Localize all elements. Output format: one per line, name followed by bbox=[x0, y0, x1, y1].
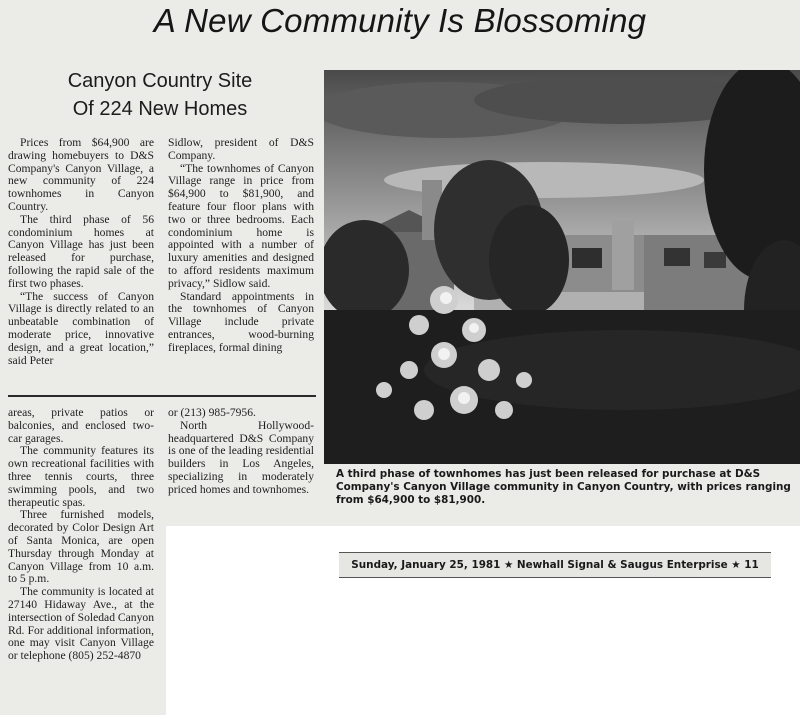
paragraph: Prices from $64,900 are drawing homebuyers to D&S Company's Canyon Village, a new community of 224 townhomes in Canyon Country. bbox=[8, 136, 154, 213]
townhomes-photo bbox=[324, 70, 800, 464]
paragraph: “The townhomes of Canyon Village range in price from $64,900 to $81,900, and feature four floor plans with two or three bedrooms. Each condominium home is appointed with a number of luxury amenities and designed to afford residents maximum privacy,” Sidlow said. bbox=[168, 161, 314, 290]
article-column-1 bbox=[8, 137, 154, 367]
paragraph: Standard appointments in the townhomes of Canyon Village include private entrances, wood-burning fireplaces, formal dining bbox=[168, 289, 314, 354]
paragraph: The third phase of 56 condominium homes at Canyon Village has just been released for purchase, following the rapid sale of the first two phases. bbox=[8, 212, 154, 290]
paragraph: Three furnished models, decorated by Color Design Art of Santa Monica, are open Thursday through Monday at Canyon Village from 10 a.m. to 5 p.m. bbox=[8, 508, 154, 586]
paragraph: “The success of Canyon Village is directly related to an unbeatable combination of moderate price, innovative design, and a great location,” said Peter bbox=[8, 289, 154, 367]
paragraph: Sidlow, president of D&S Company. bbox=[168, 136, 314, 162]
page-footer: Sunday, January 25, 1981 ★ Newhall Signal & Saugus Enterprise ★ 11 bbox=[339, 552, 771, 578]
paragraph: or (213) 985-7956. bbox=[168, 406, 256, 419]
subhead-line-2: Of 224 New Homes bbox=[72, 98, 248, 120]
subhead-line-1: Canyon Country Site bbox=[67, 70, 253, 92]
article-column-4 bbox=[168, 407, 314, 497]
headline: A New Community Is Blossoming bbox=[153, 2, 647, 39]
paragraph: The community is located at 27140 Hidaway Ave., at the intersection of Soledad Canyon Rd. For additional information, one may visit Canyon Village or telephone (805) 252-4870 bbox=[8, 585, 154, 663]
photo-caption: A third phase of townhomes has just been released for purchase at D&S Company's Canyon Village community in Canyon Country, with prices ranging from $64,900 to $81,900. bbox=[336, 468, 791, 506]
paragraph: North Hollywood-headquartered D&S Company is one of the leading residential builders in Los Angeles, specializing in moderately priced homes and townhomes. bbox=[168, 418, 314, 496]
article-column-3 bbox=[8, 407, 154, 663]
paragraph: areas, private patios or balconies, and enclosed two-car garages. bbox=[8, 406, 154, 445]
article-column-2 bbox=[168, 137, 314, 355]
paragraph: The community features its own recreational facilities with three tennis courts, three swimming pools, and two therapeutic spas. bbox=[8, 444, 154, 509]
section-divider bbox=[8, 395, 316, 397]
